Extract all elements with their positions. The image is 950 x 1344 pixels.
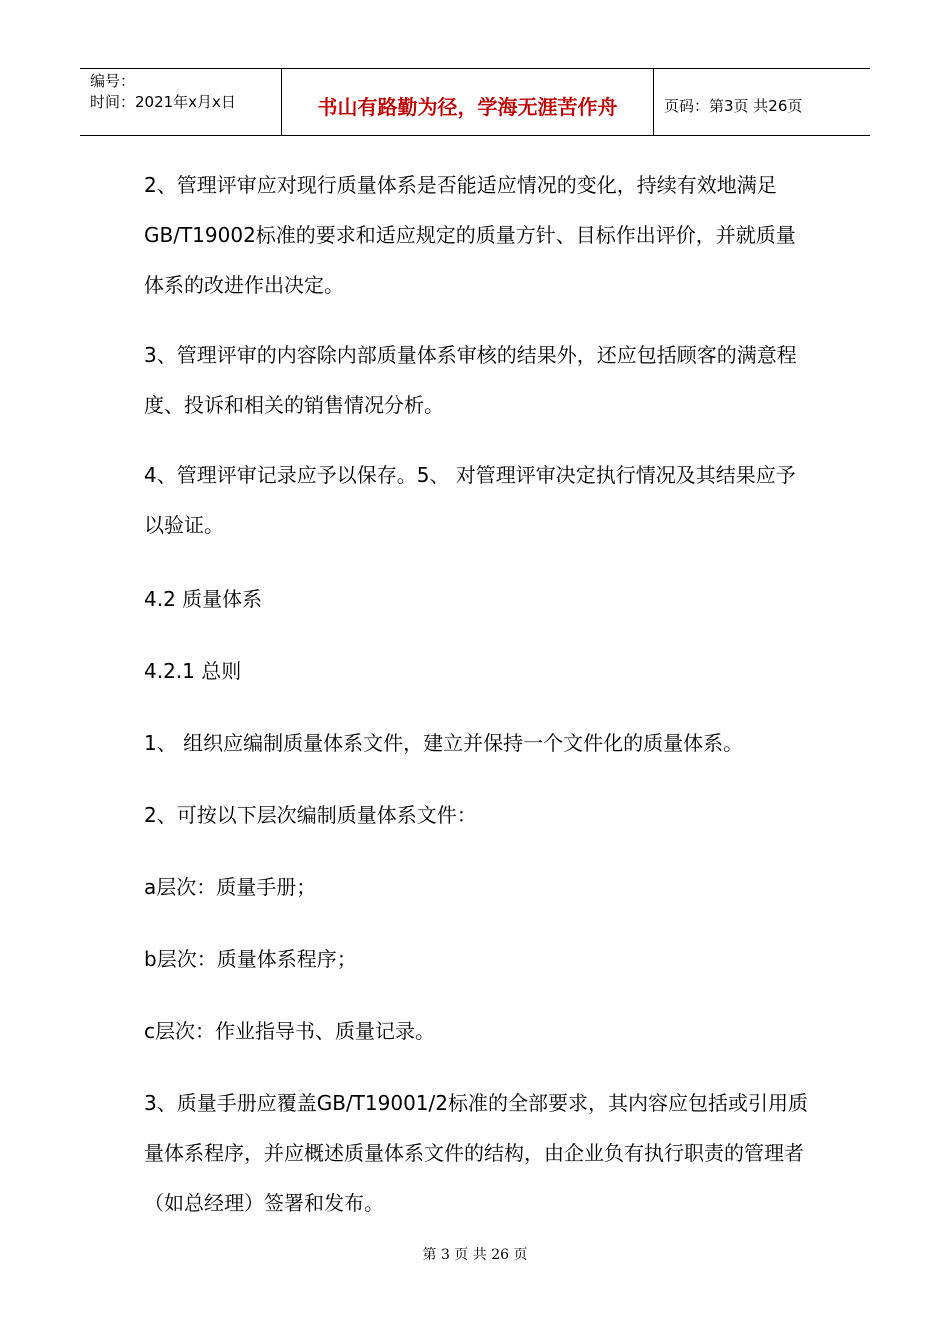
paragraph-management-review-3: 3、管理评审的内容除内部质量体系审核的结果外，还应包括顾客的满意程度、投诉和相关的销售情况分析。: [144, 343, 797, 417]
list-item-level-b: b层次：质量体系程序；: [144, 947, 357, 971]
paragraph-general-1: 1、 组织应编制质量体系文件，建立并保持一个文件化的质量体系。: [144, 731, 744, 755]
section-heading-4-2-1: 4.2.1 总则: [144, 659, 242, 683]
list-item-level-c: c层次：作业指导书、质量记录。: [144, 1019, 435, 1043]
header-meta-cell: [80, 69, 282, 135]
list-item-level-a: a层次：质量手册；: [144, 875, 317, 899]
date-label: 时间：2021年x月x日: [90, 93, 236, 111]
header-page-info: 页码：第3页 共26页: [664, 96, 803, 115]
page-header: [80, 68, 870, 136]
paragraph-management-review-4-5: 4、管理评审记录应予以保存。5、 对管理评审决定执行情况及其结果应予以验证。: [144, 463, 796, 537]
page-footer: 第 3 页 共 26 页: [422, 1247, 528, 1263]
section-heading-4-2: 4.2 质量体系: [144, 587, 263, 611]
header-motto: 书山有路勤为径，学海无涯苦作舟: [282, 69, 654, 135]
serial-label: 编号：: [90, 72, 136, 90]
paragraph-management-review-2: 2、管理评审应对现行质量体系是否能适应情况的变化，持续有效地满足GB/T19002标准的要求和适应规定的质量方针、目标作出评价，并就质量体系的改进作出决定。: [144, 173, 796, 297]
paragraph-general-3: 3、质量手册应覆盖GB/T19001/2标准的全部要求，其内容应包括或引用质量体系程序，并应概述质量体系文件的结构，由企业负有执行职责的管理者（如总经理）签署和发布。: [144, 1091, 808, 1215]
paragraph-general-2: 2、可按以下层次编制质量体系文件：: [144, 803, 477, 827]
